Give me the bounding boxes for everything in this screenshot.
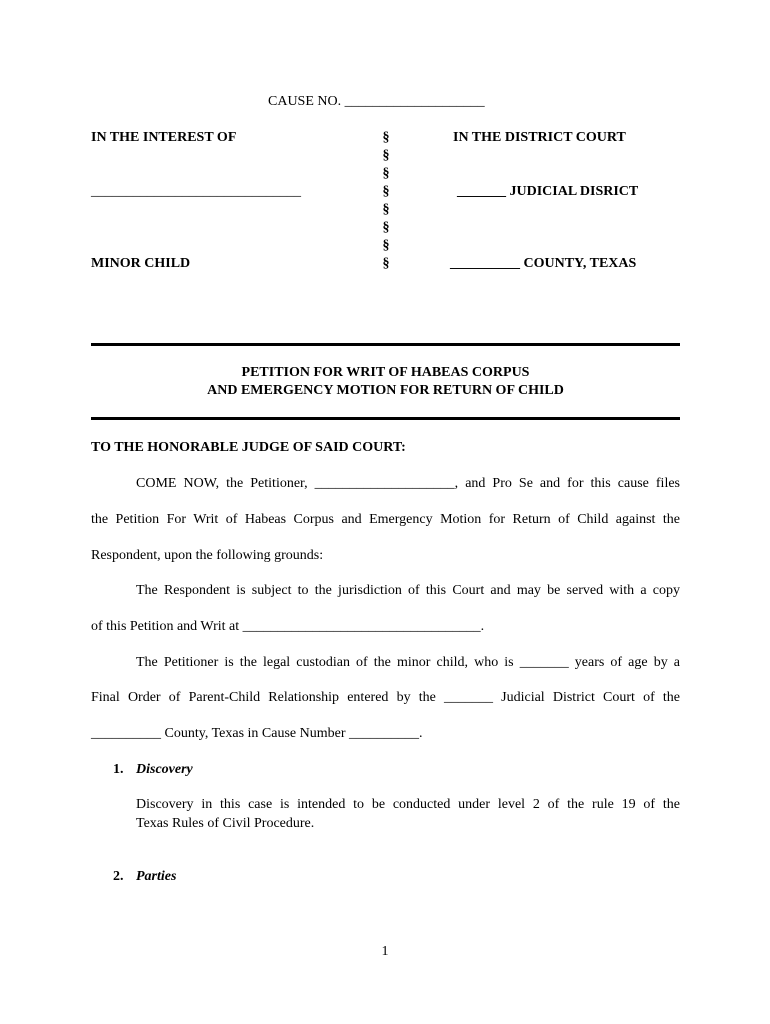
judicial-district-label: _______ JUDICIAL DISRICT — [457, 184, 639, 199]
cause-number: CAUSE NO. ____________________ — [268, 94, 485, 109]
section-1-body-line-2: Texas Rules of Civil Procedure. — [136, 816, 315, 831]
minor-child-label: MINOR CHILD — [91, 256, 191, 271]
title-line-1: PETITION FOR WRIT OF HABEAS CORPUS — [241, 365, 530, 380]
paragraph-3-line-2: Final Order of Parent-Child Relationship entered by the _______ Judicial District Court of the — [91, 690, 680, 705]
paragraph-3-line-1: The Petitioner is the legal custodian of the minor child, who is _______ years of age by a — [136, 655, 680, 670]
section-symbol: § — [382, 166, 390, 181]
section-symbol: § — [382, 238, 390, 253]
title-line-2: AND EMERGENCY MOTION FOR RETURN OF CHILD — [207, 383, 564, 398]
salutation: TO THE HONORABLE JUDGE OF SAID COURT: — [91, 440, 406, 455]
section-symbol: § — [382, 220, 390, 235]
district-court-label: IN THE DISTRICT COURT — [453, 130, 626, 145]
paragraph-1-line-2: the Petition For Writ of Habeas Corpus and Emergency Motion for Return of Child against the — [91, 512, 680, 527]
child-name-blank: ______________________________ — [91, 184, 301, 199]
section-1-heading: Discovery — [136, 762, 193, 777]
paragraph-1-line-1: COME NOW, the Petitioner, ____________________, and Pro Se and for this cause files — [136, 476, 680, 491]
page-number: 1 — [381, 944, 389, 959]
title-bottom-rule — [91, 417, 680, 420]
section-symbol: § — [382, 184, 390, 199]
paragraph-2-line-2: of this Petition and Writ at __________________________________. — [91, 619, 485, 634]
section-2-heading: Parties — [136, 869, 177, 884]
section-1-number: 1. — [113, 762, 124, 777]
section-symbol: § — [382, 148, 390, 163]
section-symbol: § — [382, 256, 390, 271]
section-symbol: § — [382, 130, 390, 145]
paragraph-3-line-3: __________ County, Texas in Cause Number __________. — [91, 726, 423, 741]
paragraph-1-line-3: Respondent, upon the following grounds: — [91, 548, 324, 563]
county-label: __________ COUNTY, TEXAS — [450, 256, 637, 271]
in-interest-label: IN THE INTEREST OF — [91, 130, 237, 145]
section-1-body-line-1: Discovery in this case is intended to be conducted under level 2 of the rule 19 of the — [136, 797, 680, 812]
section-2-number: 2. — [113, 869, 124, 884]
paragraph-2-line-1: The Respondent is subject to the jurisdiction of this Court and may be served with a copy — [136, 583, 680, 598]
section-symbol: § — [382, 202, 390, 217]
title-top-rule — [91, 343, 680, 346]
